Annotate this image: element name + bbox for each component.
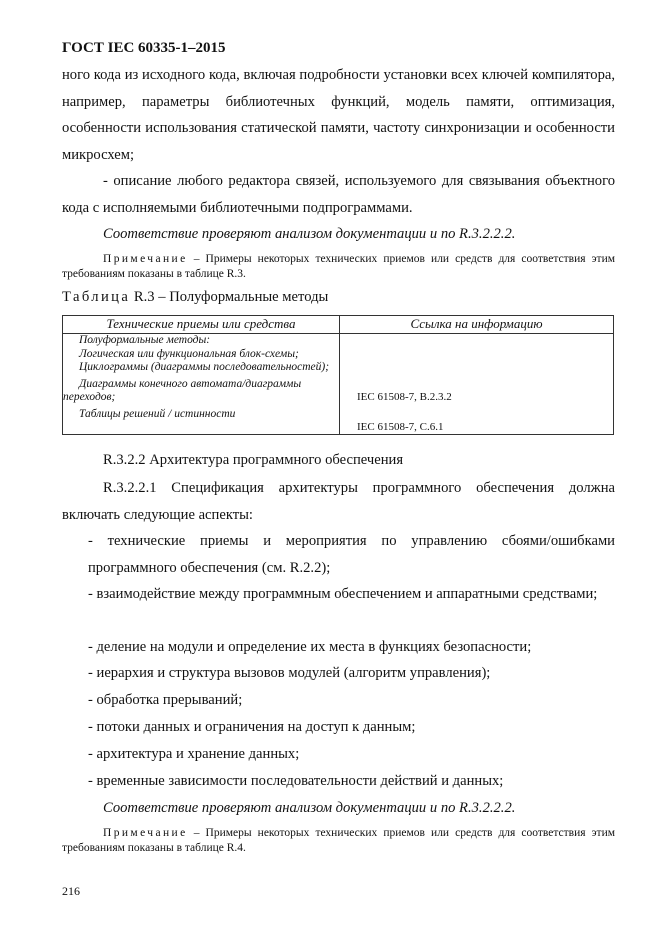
list-item: - иерархия и структура вызовов модулей (алгоритм управления); [88, 665, 491, 681]
table-cell-refs [340, 334, 614, 435]
table-item: Полуформальные методы: [79, 334, 211, 346]
list-item: - технические приемы и мероприятия по управлению сбоями/ошибками программного обеспечения (см. R.2.2); [88, 533, 615, 576]
table-item: Логическая или функциональная блок-схемы; [79, 347, 299, 360]
compliance-statement: Соответствие проверяют анализом документации и по R.3.2.2.2. [103, 800, 516, 816]
table-caption-label: Таблица [62, 289, 131, 305]
table-item: Циклограммы (диаграммы последовательностей); [79, 361, 330, 373]
paragraph-continuation: ного кода из исходного кода, включая подробности установки всех ключей компилятора, например, параметры библиотечных функций, модель памяти, оптимизация, особенности использования статической памяти, частоту синхронизации и особенности микросхем; [62, 67, 615, 163]
table-item: Диаграммы конечного автомата/диаграммы переходов; [63, 377, 302, 403]
table-item: Таблицы решений / истинности [79, 407, 236, 420]
list-item: - потоки данных и ограничения на доступ к данным; [88, 719, 416, 735]
note-text: – Примеры некоторых технических приемов или средств для соответствия этим требованиям показаны в таблице R.4. [62, 827, 615, 854]
table-header-cell: Ссылка на информацию [340, 316, 614, 334]
table-caption [62, 289, 328, 306]
page-number: 216 [62, 884, 80, 898]
paragraph-linker-description: - описание любого редактора связей, используемого для связывания объектного кода с исполняемыми библиотечными подпрограммами. [62, 173, 615, 216]
list-item: - взаимодействие между программным обеспечением и аппаратными средствами; [88, 586, 598, 602]
table-header-row [63, 316, 614, 334]
note-1 [62, 252, 615, 282]
table-cell-items [63, 334, 340, 435]
list-item: - архитектура и хранение данных; [88, 746, 300, 762]
table-ref: IEC 61508-7, B.2.3.2 [357, 391, 452, 403]
table-ref: IEC 61508-7, C.6.1 [357, 420, 444, 433]
table-caption-text: R.3 – Полуформальные методы [130, 289, 329, 305]
section-title: R.3.2.2 Архитектура программного обеспечения [103, 452, 404, 468]
section-body: R.3.2.2.1 Спецификация архитектуры программного обеспечения должна включать следующие аспекты: [62, 480, 615, 523]
list-item: - обработка прерываний; [88, 692, 243, 708]
document-header: ГОСТ IEC 60335-1–2015 [62, 40, 226, 56]
table-header-cell: Технические приемы или средства [63, 316, 340, 334]
compliance-statement: Соответствие проверяют анализом документации и по R.3.2.2.2. [103, 226, 516, 242]
note-2 [62, 826, 615, 856]
table-row [63, 334, 614, 435]
note-label: Примечание [103, 253, 188, 265]
list-item: - деление на модули и определение их места в функциях безопасности; [88, 639, 532, 655]
note-label: Примечание [103, 827, 188, 839]
methods-table [62, 315, 614, 435]
list-item: - временные зависимости последовательности действий и данных; [88, 773, 504, 789]
note-text: – Примеры некоторых технических приемов или средств для соответствия этим требованиям показаны в таблице R.3. [62, 253, 615, 280]
